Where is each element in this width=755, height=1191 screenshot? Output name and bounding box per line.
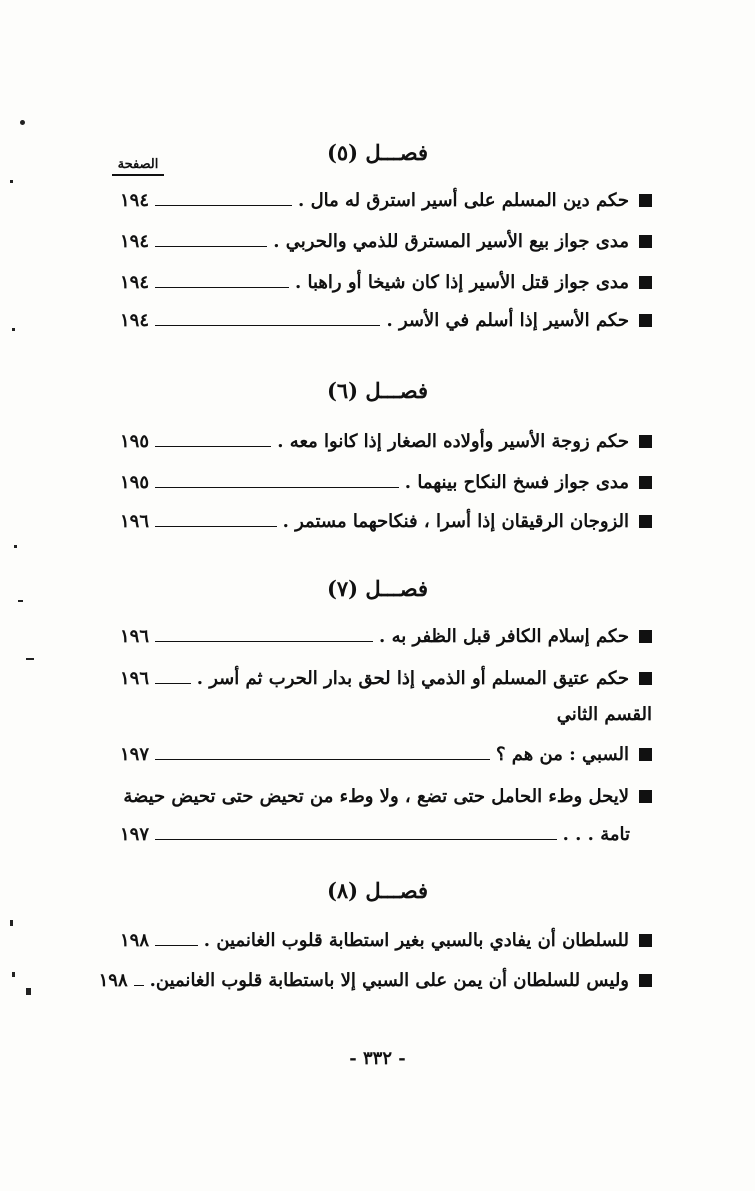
bullet-square-icon xyxy=(639,630,652,643)
bullet-square-icon xyxy=(639,672,652,685)
entry-page-number: ١٩٥ xyxy=(120,471,150,493)
entry-text: حكم دين المسلم على أسير استرق له مال . xyxy=(298,189,629,211)
section-heading-7: فصـــل (٧) xyxy=(326,576,429,601)
toc-entry xyxy=(120,304,652,336)
entry-page-number: ١٩٤ xyxy=(120,189,150,211)
toc-entry xyxy=(98,964,652,996)
entry-page-number: ١٩٧ xyxy=(120,823,150,845)
section-heading-5: فصـــل (٥) xyxy=(326,140,429,165)
toc-entry xyxy=(120,225,652,257)
page-number: - ٣٣٢ - xyxy=(349,1048,406,1069)
toc-entry xyxy=(120,505,652,537)
entry-page-number: ١٩٤ xyxy=(120,309,150,331)
scan-speck xyxy=(18,600,23,602)
entry-text: للسلطان أن يفادي بالسبي بغير استطابة قلوب الغانمين . xyxy=(203,929,629,951)
leader-line xyxy=(155,205,292,206)
entry-page-number: ١٩٨ xyxy=(120,929,150,951)
bullet-square-icon xyxy=(639,748,652,761)
entry-text: حكم زوجة الأسير وأولاده الصغار إذا كانوا معه . xyxy=(277,430,629,452)
leader-line xyxy=(134,985,144,986)
leader-line xyxy=(155,446,271,447)
scan-speck xyxy=(12,328,15,331)
bullet-square-icon xyxy=(639,314,652,327)
toc-entry xyxy=(120,184,652,216)
entry-page-number: ١٩٦ xyxy=(120,510,150,532)
scan-speck xyxy=(10,920,13,926)
leader-line xyxy=(155,759,490,760)
entry-text: مدى جواز قتل الأسير إذا كان شيخا أو راهبا . xyxy=(294,271,629,293)
entry-text: الزوجان الرقيقان إذا أسرا ، فنكاحهما مستمر . xyxy=(282,510,629,532)
entry-text: مدى جواز فسخ النكاح بينهما . xyxy=(404,471,629,493)
toc-entry xyxy=(120,425,652,457)
bullet-square-icon xyxy=(639,476,652,489)
bullet-square-icon xyxy=(639,435,652,448)
leader-line xyxy=(155,641,373,642)
entry-text: حكم إسلام الكافر قبل الظفر به . xyxy=(379,625,629,647)
scan-speck xyxy=(26,658,34,660)
bullet-square-icon xyxy=(639,790,652,803)
bullet-square-icon xyxy=(639,974,652,987)
part-subheading: القسم الثاني xyxy=(556,704,652,725)
bullet-square-icon xyxy=(639,194,652,207)
entry-text: وليس للسلطان أن يمن على السبي إلا باستطابة قلوب الغانمين. xyxy=(149,969,629,991)
entry-text: حكم الأسير إذا أسلم في الأسر . xyxy=(386,309,629,331)
entry-text-line2: تامة . . . xyxy=(562,823,630,845)
bullet-square-icon xyxy=(639,276,652,289)
entry-page-number: ١٩٦ xyxy=(120,625,150,647)
entry-text: حكم عتيق المسلم أو الذمي إذا لحق بدار الحرب ثم أسر . xyxy=(196,667,629,689)
scan-speck xyxy=(20,120,25,125)
page-column-label: الصفحة xyxy=(112,157,164,176)
leader-line xyxy=(155,325,380,326)
toc-entry xyxy=(120,466,652,498)
scan-speck xyxy=(12,972,15,977)
leader-line xyxy=(155,246,267,247)
scan-speck xyxy=(26,988,31,995)
leader-line xyxy=(155,487,399,488)
entry-text-line1: لايحل وطء الحامل حتى تضع ، ولا وطء من تحيض حتى تحيض حيضة xyxy=(123,785,629,807)
section-heading-8: فصـــل (٨) xyxy=(326,878,429,903)
entry-page-number: ١٩٤ xyxy=(120,271,150,293)
entry-page-number: ١٩٧ xyxy=(120,743,150,765)
toc-entry xyxy=(120,620,652,652)
entry-page-number: ١٩٨ xyxy=(98,969,128,991)
leader-line xyxy=(155,839,557,840)
leader-line xyxy=(155,287,289,288)
bullet-square-icon xyxy=(639,235,652,248)
section-heading-6: فصـــل (٦) xyxy=(326,378,429,403)
scan-speck xyxy=(10,180,13,183)
toc-entry xyxy=(120,662,652,694)
entry-page-number: ١٩٦ xyxy=(120,667,150,689)
bullet-square-icon xyxy=(639,934,652,947)
toc-entry-multiline-second xyxy=(120,818,630,850)
toc-entry-multiline-first xyxy=(120,780,652,812)
leader-line xyxy=(155,683,191,684)
entry-page-number: ١٩٤ xyxy=(120,230,150,252)
scan-speck xyxy=(14,545,17,548)
toc-entry xyxy=(120,266,652,298)
leader-line xyxy=(155,526,277,527)
toc-entry xyxy=(120,924,652,956)
toc-entry xyxy=(120,738,652,770)
entry-text: السبي : من هم ؟ xyxy=(495,743,629,765)
entry-page-number: ١٩٥ xyxy=(120,430,150,452)
leader-line xyxy=(155,945,198,946)
entry-text: مدى جواز بيع الأسير المسترق للذمي والحربي . xyxy=(273,230,629,252)
bullet-square-icon xyxy=(639,515,652,528)
